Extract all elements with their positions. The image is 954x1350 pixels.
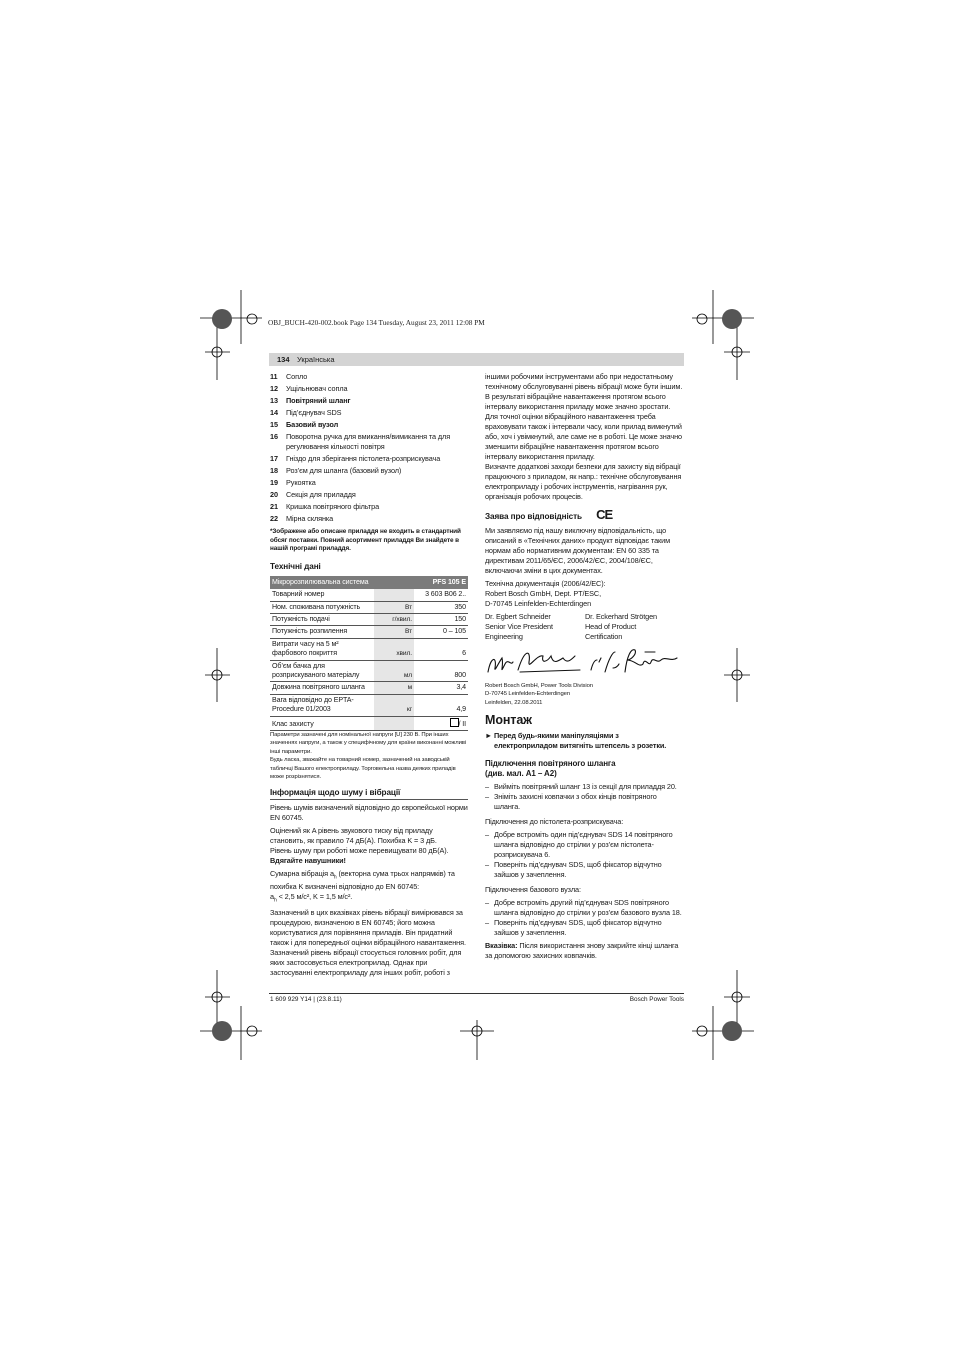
footer-rule: [269, 993, 684, 994]
protection-class-icon: [450, 718, 459, 727]
list-item: 17 Гніздо для зберігання пістолета-розприскувача: [270, 454, 441, 463]
ear-protection-warning: Вдягайте навушники!: [270, 855, 346, 865]
table-row: Потужність розпилення Вт 0 – 105: [270, 626, 468, 638]
signers: [485, 612, 684, 642]
table-row: Об’єм бачка для розприскуваного матеріалу мл 800: [270, 660, 468, 682]
vibration-p2: Для точної оцінки вібраційного навантаження треба враховувати також і інтервали часу, коли прилад вимкнутий або, хоч і увімкнутий, але саме не в роботі. Це може значно зменшити вібраційне навантаження протягом всього інтервалу використання приладу.: [485, 412, 683, 461]
list-item: 20 Секція для приладдя: [270, 490, 356, 499]
table-row: Вага відповідно до EPTA-Procedure 01/2003 кг 4,9: [270, 694, 468, 716]
footer-brand: Bosch Power Tools: [629, 996, 684, 1003]
list-item: – Вийміть повітряний шланг 13 із секції для приладдя 20.: [485, 782, 677, 792]
company-name: Robert Bosch GmbH, Dept. PT/ESC,: [485, 589, 602, 598]
arrow-icon: ►: [485, 731, 493, 741]
handwritten-signatures: [485, 642, 684, 682]
signer-2: Dr. Eckerhard Strötgen Head of Product Certification: [585, 612, 658, 641]
noise-p6: Зазначений рівень вібрації стосується головних робіт, для яких застосовується електроприлад. Однак при застосуванні електроприладу для інших робіт, роботі з: [270, 948, 462, 978]
list-item: 13 Повітряний шланг: [270, 396, 351, 405]
noise-heading: Інформація щодо шуму і вібрації: [270, 788, 468, 800]
declaration-text: Ми заявляємо під нашу виключну відповідальність, що описаний в «Технічних даних» продукт відповідає таким нормам або нормативним документам: EN 60 335 та директивам 2011/65/ЄС, 2006/42/ЄС, 2004/108/ЄС, включаючи зміни в цих документах.: [485, 526, 671, 575]
noise-p1: Рівень шумів визначений відповідно до європейської норми EN 60745.: [270, 802, 468, 822]
table-row: Клас захисту / II: [270, 716, 468, 730]
noise-p5: Зазначений в цих вказівках рівень вібрації вимірювався за процедурою, визначеною в EN 60745; його можна користуватися для порівняння приладів. Він придатний також і для попередньої оцінки вібраційного навантаження.: [270, 908, 466, 948]
language-label: Українська: [297, 355, 335, 364]
safety-warning: ► Перед будь-якими маніпуляціями з електроприладом витягніть штепсель з розетки.: [485, 731, 667, 751]
montage-heading: Монтаж: [485, 713, 532, 728]
ce-mark-icon: CE: [596, 507, 613, 522]
print-slug: OBJ_BUCH-420-002.book Page 134 Tuesday, August 23, 2011 12:08 PM: [268, 318, 485, 327]
list-item: 15 Базовий вузол: [270, 420, 339, 429]
tech-heading: Технічні дані: [270, 561, 321, 571]
hose-heading: Підключення повітряного шланга: [485, 759, 616, 769]
tech-doc-label: Технічна документація (2006/42/EC):: [485, 579, 606, 588]
noise-p2: Оцінений як A рівень звукового тиску від приладу становить, як правило 74 дБ(A). Похибка K = 3 дБ.: [270, 825, 437, 845]
list-item: 18 Роз’єм для шланга (базовий вузол): [270, 466, 402, 475]
list-item: 16 Поворотна ручка для вмикання/вимикання та для регулювання кількості повітря: [270, 432, 451, 451]
noise-p3: Рівень шуму при роботі може перевищувати 80 дБ(A).: [270, 845, 449, 855]
tech-note-1: Параметри зазначені для номінальної напруги [U] 230 В. При інших значеннях напруги, а також у специфічному для країни виконанні можливі інші параметри.: [270, 732, 467, 755]
left-column: [270, 372, 468, 981]
gun-connection-label: Підключення до пістолета-розприскувача:: [485, 817, 624, 827]
table-header: Мікророзпилювальна система PFS 105 E: [270, 576, 468, 589]
tech-note-2: Будь ласка, зважайте на товарний номер, зазначений на заводській табличці Вашого електроприладу. Торговельна назва деяких приладів може розрізнятися.: [270, 757, 456, 781]
address-line-3: Leinfelden, 22.08.2011: [485, 699, 543, 706]
table-row: Витрати часу на 5 м² фарбового покриття хвил. 6: [270, 638, 468, 660]
list-item: – Добре встроміть один під’єднувач SDS 14 повітряного шланга відповідно до стрілки у роз’єм пістолета-розприскувача 6.: [485, 830, 673, 860]
list-item: – Поверніть під’єднувач SDS, щоб фіксатор відчутно зайшов у зачеплення.: [485, 918, 662, 938]
table-row: Ном. споживана потужність Вт 350: [270, 601, 468, 613]
list-item: 19 Рукоятка: [270, 478, 316, 487]
hose-heading-figure: (див. мал. A1 – A2): [485, 769, 557, 779]
page-header: [269, 353, 684, 366]
noise-p4-values: $a_h < 2,5$ м/с², K = 1,5 м/с².: [270, 891, 353, 904]
address-line-1: Robert Bosch GmbH, Power Tools Division: [485, 683, 593, 689]
list-item: – Зніміть захисні ковпачки з обох кінців повітряного шланга.: [485, 792, 657, 812]
list-item: – Добре встроміть другий під’єднувач SDS повітряного шланга відповідно до стрілки у роз’єм базового вузла 18.: [485, 898, 682, 918]
list-item: 21 Кришка повітряного фільтра: [270, 502, 380, 511]
table-row: Товарний номер 3 603 B06 2..: [270, 589, 468, 601]
accessory-note: *Зображене або описане приладдя не входить в стандартний обсяг поставки. Повний асортимент приладдя Ви знайдете в нашій програмі приладдя.: [270, 528, 461, 553]
list-item: 11 Сопло: [270, 372, 308, 381]
tech-table: [270, 576, 468, 731]
vibration-p1: іншими робочими інструментами або при недостатньому технічному обслуговуванні рівень вібрації може бути іншим. В результаті вібраційне навантаження протягом всього інтервалу використання приладу може значно зростати.: [485, 372, 683, 411]
list-item: 12 Ущільнювач сопла: [270, 384, 348, 393]
footer-doc-number: 1 609 929 Y14 | (23.8.11): [270, 996, 342, 1003]
list-item: – Поверніть під’єднувач SDS, щоб фіксатор відчутно зайшов у зачеплення.: [485, 860, 662, 880]
page-number: 134: [277, 355, 290, 364]
list-item: 22 Мірна склянка: [270, 514, 334, 523]
base-connection-label: Підключення базового вузла:: [485, 885, 581, 895]
table-row: Довжина повітряного шланга м 3,4: [270, 682, 468, 694]
table-row: Потужність подачі г/хвил. 150: [270, 614, 468, 626]
right-column: [485, 372, 684, 964]
address-line-2: D-70745 Leinfelden-Echterdingen: [485, 691, 570, 698]
declaration-heading: Заява про відповідність CE: [485, 507, 613, 522]
parts-list: [270, 372, 468, 524]
noise-p4: Сумарна вібрація $a_h$ (векторна сума трьох напрямків) та похибка K визначені відповідно до EN 60745:: [270, 868, 455, 891]
hint: Вказівка: Після використання знову закрийте кінці шланга за допомогою захисних ковпачків.: [485, 941, 679, 961]
company-address: D-70745 Leinfelden-Echterdingen: [485, 599, 592, 608]
list-item: 14 Під’єднувач SDS: [270, 408, 342, 417]
vibration-p3: Визначте додаткові заходи безпеки для захисту від вібрації працюючого з приладом, як напр.: технічне обслуговування електроприладу і робочих інструментів, нагрівання рук, організація робочих процесів.: [485, 462, 682, 501]
signer-1: Dr. Egbert Schneider Senior Vice President Engineering: [485, 612, 553, 641]
